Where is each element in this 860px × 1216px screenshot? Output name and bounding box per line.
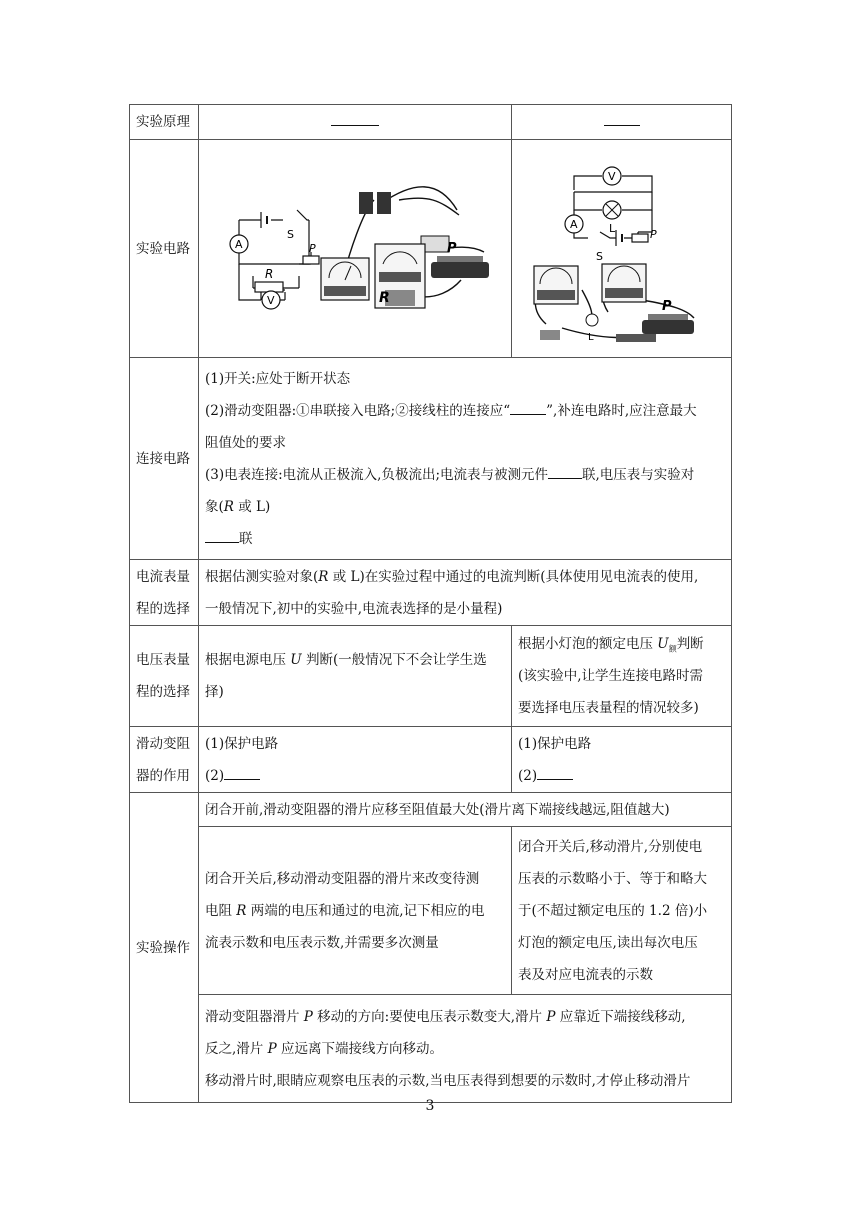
schematic-lamp-voltmeter-label: V: [608, 170, 616, 183]
label-principle: 实验原理: [130, 105, 199, 140]
operation-bottom-P3: P: [267, 1040, 277, 1057]
ammeter-range-line-1b: 或 L)在实验过程中通过的电流判断(具体使用见电流表的使用,: [328, 568, 699, 585]
connection-line-5-R: R: [223, 498, 234, 515]
voltmeter-range-left-1a: 根据电源电压: [205, 652, 291, 668]
rheostat-role-right-1: (1)保护电路: [518, 735, 592, 752]
voltmeter-range-left-1b: 判断(一般情况下不会让学生选: [301, 652, 487, 668]
label-rheostat-role: [130, 727, 199, 793]
operation-mid-left-2: [205, 895, 505, 927]
operation-mid-right-4: 灯泡的额定电压,读出每次电压: [518, 934, 698, 951]
connection-line-2b: ”,补连电路时,应注意最大: [546, 402, 697, 419]
connection-line-4a: (3)电表连接:电流从正极流入,负极流出;电流表与被测元件: [205, 466, 549, 483]
voltmeter-range-right-1b: 判断: [676, 636, 704, 652]
apparatus-photo-left: [321, 187, 489, 308]
operation-mid-left: [199, 827, 512, 995]
label-operation: 实验操作: [130, 793, 199, 1103]
schematic-slider-label: P: [309, 242, 316, 255]
row-rheostat-role: [130, 727, 732, 793]
schematic-lamp-rheostat-icon: [632, 234, 648, 242]
operation-mid-left-3: 流表示数和电压表示数,并需要多次测量: [205, 934, 439, 951]
rheostat-role-right-blank: [537, 778, 573, 780]
label-ammeter-range-1: 电流表量: [136, 568, 190, 585]
schematic-lamp-switch-label: S: [596, 250, 603, 263]
operation-bottom-1b: 移动的方向:要使电压表示数变大,滑片: [312, 1008, 547, 1025]
connection-line-5b: 或 L): [233, 498, 271, 515]
voltmeter-range-right-sub: 额: [668, 644, 677, 654]
row-operation-top: [130, 793, 732, 827]
rheostat-role-left: [199, 727, 512, 793]
voltmeter-range-right-1: [518, 628, 725, 660]
schematic-rheostat-icon: [303, 256, 319, 264]
label-voltmeter-range-1: 电压表量: [136, 652, 190, 668]
operation-bottom-1c: 应靠近下端接线移动,: [555, 1008, 686, 1025]
operation-mid-right-5: 表及对应电流表的示数: [518, 966, 653, 983]
principle-right-cell: [512, 105, 732, 140]
operation-mid-right-2: 压表的示数略小于、等于和略大: [518, 870, 707, 887]
apparatus-photo-right: [534, 264, 694, 343]
operation-mid-left-2b: 两端的电压和通过的电流,记下相应的电: [246, 902, 485, 919]
row-operation-bottom: [130, 995, 732, 1103]
label-rheostat-role-1: 滑动变阻: [136, 735, 190, 752]
ammeter-range-line-1a: 根据估测实验对象(: [205, 568, 319, 585]
photo-resistor-label: R: [379, 290, 390, 306]
voltmeter-range-left: [199, 626, 512, 727]
row-connection: [130, 358, 732, 560]
experiment-table: [129, 104, 732, 1103]
row-ammeter-range: [130, 560, 732, 626]
schematic-lamp-slider-label: P: [650, 228, 657, 241]
connection-line-5: [205, 491, 725, 523]
ammeter-range-line-2: 一般情况下,初中的实验中,电流表选择的是小量程): [205, 600, 503, 617]
rheostat-role-right-2: [518, 760, 725, 792]
operation-mid-right: [512, 827, 732, 995]
circuit-right-cell: [512, 140, 732, 358]
operation-bottom-2: [205, 1033, 725, 1065]
connection-line-6-text: 联: [239, 530, 253, 547]
photo-lamp-slider-label: P: [662, 299, 672, 314]
row-voltmeter-range: [130, 626, 732, 727]
rheostat-role-left-2-text: (2): [205, 767, 225, 784]
operation-mid-left-1: 闭合开关后,移动滑动变阻器的滑片来改变待测: [205, 870, 480, 887]
row-circuit: [130, 140, 732, 358]
connection-blank-1: [510, 413, 546, 415]
photo-slider-label: P: [447, 241, 457, 256]
circuit-left-cell: [199, 140, 512, 358]
connection-line-2a: (2)滑动变阻器:①串联接入电路;②接线柱的连接应“: [205, 402, 511, 419]
operation-mid-left-R: R: [236, 902, 247, 919]
schematic-lamp-label: L: [609, 222, 616, 235]
schematic-resistor-label: R: [265, 267, 274, 281]
connection-blank-3: [205, 541, 239, 543]
connection-line-4: [205, 459, 725, 491]
connection-line-5a: 象(: [205, 498, 224, 515]
label-ammeter-range-2: 程的选择: [136, 600, 190, 617]
connection-line-4b: 联,电压表与实验对: [582, 466, 695, 483]
operation-mid-right-1: 闭合开关后,移动滑片,分别使电: [518, 838, 703, 855]
schematic-voltmeter-label: V: [267, 294, 275, 307]
rheostat-role-left-blank: [224, 778, 260, 780]
operation-bottom-P1: P: [303, 1008, 313, 1025]
connection-line-3: 阻值处的要求: [205, 434, 286, 451]
voltmeter-range-left-U: U: [290, 652, 302, 668]
ammeter-range-line-1: [205, 561, 725, 593]
voltmeter-range-right-1a: 根据小灯泡的额定电压: [518, 636, 658, 652]
voltmeter-range-right-3: 要选择电压表量程的情况较多): [518, 700, 699, 716]
connection-line-2: [205, 395, 725, 427]
operation-bottom-1: [205, 1001, 725, 1033]
page-number: 3: [425, 1098, 435, 1114]
schematic-switch-label: S: [287, 228, 294, 241]
voltmeter-range-right: [512, 626, 732, 727]
label-ammeter-range: [130, 560, 199, 626]
voltmeter-range-left-2: 择): [205, 684, 224, 700]
rheostat-role-right-2-text: (2): [518, 767, 538, 784]
label-circuit: 实验电路: [130, 140, 199, 358]
schematic-lamp-icon: [603, 201, 621, 219]
principle-left-blank: [331, 124, 379, 126]
operation-bottom-P2: P: [546, 1008, 556, 1025]
operation-mid-left-2a: 电阻: [205, 902, 237, 919]
rheostat-role-right: [512, 727, 732, 793]
photo-lamp-label: L: [588, 332, 594, 343]
principle-right-blank: [604, 124, 640, 126]
operation-bottom-2a: 反之,滑片: [205, 1040, 268, 1057]
rheostat-role-left-2: [205, 760, 505, 792]
label-rheostat-role-2: 器的作用: [136, 767, 190, 784]
label-voltmeter-range-2: 程的选择: [136, 684, 190, 700]
schematic-lamp-ammeter-label: A: [570, 218, 578, 231]
connection-line-1: (1)开关:应处于断开状态: [205, 370, 351, 387]
voltmeter-range-right-2: (该实验中,让学生连接电路时需: [518, 668, 704, 684]
lamp-circuit-diagram: [512, 140, 732, 345]
operation-mid-right-3: 于(不超过额定电压的 1.2 倍)小: [518, 902, 708, 919]
voltmeter-range-right-U: U: [657, 636, 669, 652]
ammeter-range-R: R: [318, 568, 329, 585]
operation-bottom-1a: 滑动变阻器滑片: [205, 1008, 304, 1025]
row-operation-mid: [130, 827, 732, 995]
row-principle: [130, 105, 732, 140]
connection-content: [199, 358, 732, 560]
label-connection: 连接电路: [130, 358, 199, 560]
operation-bottom-3: 移动滑片时,眼睛应观察电压表的示数,当电压表得到想要的示数时,才停止移动滑片: [205, 1072, 691, 1089]
connection-line-6: [205, 523, 725, 555]
voltmeter-range-left-1: [205, 644, 505, 676]
resistance-circuit-diagram: [199, 140, 512, 345]
operation-top: 闭合开前,滑动变阻器的滑片应移至阻值最大处(滑片离下端接线越远,阻值越大): [199, 793, 732, 827]
principle-left-cell: [199, 105, 512, 140]
operation-bottom: [199, 995, 732, 1103]
ammeter-range-content: [199, 560, 732, 626]
schematic-ammeter-label: A: [235, 238, 243, 251]
operation-bottom-2b: 应远离下端接线方向移动。: [276, 1040, 443, 1057]
label-voltmeter-range: [130, 626, 199, 727]
rheostat-role-left-1: (1)保护电路: [205, 735, 279, 752]
connection-blank-2: [548, 477, 582, 479]
